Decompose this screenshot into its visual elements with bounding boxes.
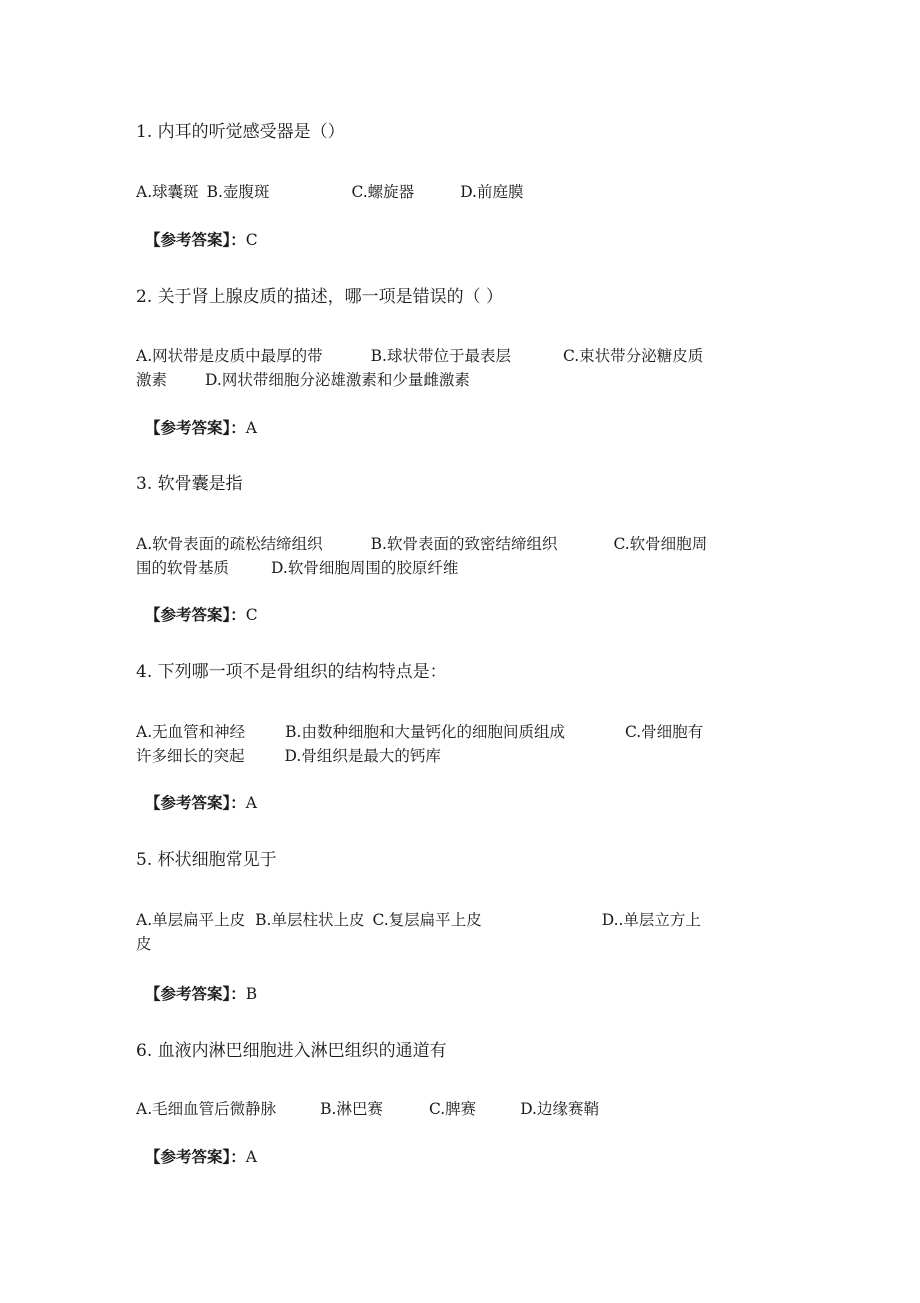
option-a: A.无血管和神经 bbox=[136, 723, 246, 741]
question-2-answer bbox=[145, 416, 257, 440]
question-5-answer bbox=[145, 982, 257, 1006]
answer-label: 【参考答案】： bbox=[145, 984, 246, 1003]
option-b: B.由数种细胞和大量钙化的细胞间质组成 bbox=[285, 723, 565, 741]
question-4-answer bbox=[145, 791, 257, 815]
option-b: B.单层柱状上皮 bbox=[255, 911, 365, 929]
option-line bbox=[136, 344, 756, 368]
option-c: C.螺旋器 bbox=[351, 183, 415, 201]
option-b: B.淋巴赛 bbox=[320, 1100, 383, 1118]
question-3-answer bbox=[145, 603, 258, 627]
question-6-stem: 6. 血液内淋巴细胞进入淋巴组织的通道有 bbox=[136, 1041, 447, 1061]
answer-value: C bbox=[245, 231, 258, 249]
answer-label: 【参考答案】： bbox=[145, 230, 246, 249]
option-c: C.骨细胞有 bbox=[624, 723, 704, 741]
option-d: D.网状带细胞分泌雄激素和少量雌激素 bbox=[205, 371, 470, 389]
option-c-cont: 激素 bbox=[136, 371, 168, 389]
answer-label: 【参考答案】： bbox=[145, 1147, 246, 1166]
option-d: D.骨组织是最大的钙库 bbox=[284, 747, 441, 765]
option-a: A.网状带是皮质中最厚的带 bbox=[136, 347, 323, 365]
option-line bbox=[136, 1097, 756, 1121]
question-4-stem: 4. 下列哪一项不是骨组织的结构特点是： bbox=[136, 662, 447, 682]
question-6-answer bbox=[145, 1145, 257, 1169]
option-line bbox=[136, 932, 756, 956]
answer-value: C bbox=[245, 606, 258, 624]
answer-value: B bbox=[245, 985, 258, 1003]
option-c: C.复层扁平上皮 bbox=[372, 911, 482, 929]
answer-value: A bbox=[245, 794, 257, 812]
option-c-cont: 许多细长的突起 bbox=[136, 747, 245, 765]
question-4-options bbox=[136, 720, 756, 768]
option-b: B.球状带位于最表层 bbox=[370, 347, 511, 365]
question-2-stem: 2. 关于肾上腺皮质的描述，哪一项是错误的（ ） bbox=[136, 287, 504, 307]
option-line bbox=[136, 180, 756, 204]
option-line bbox=[136, 908, 756, 932]
question-2-options bbox=[136, 344, 756, 392]
answer-label: 【参考答案】： bbox=[145, 605, 246, 624]
question-3-stem: 3. 软骨囊是指 bbox=[136, 474, 243, 494]
answer-value: A bbox=[245, 419, 257, 437]
question-6-options bbox=[136, 1097, 756, 1121]
option-line bbox=[136, 744, 756, 768]
option-c: C.软骨细胞周 bbox=[613, 535, 708, 553]
answer-value: A bbox=[245, 1148, 257, 1166]
option-a: A.单层扁平上皮 bbox=[136, 911, 246, 929]
option-line bbox=[136, 720, 756, 744]
option-b: B.壶腹斑 bbox=[206, 183, 270, 201]
option-b: B.软骨表面的致密结缔组织 bbox=[370, 535, 558, 553]
option-line bbox=[136, 368, 756, 392]
question-5-stem: 5. 杯状细胞常见于 bbox=[136, 850, 277, 870]
option-a: A.毛细血管后微静脉 bbox=[136, 1100, 277, 1118]
question-1-answer bbox=[145, 228, 258, 252]
question-3-options bbox=[136, 532, 756, 580]
option-d: D.边缘赛鞘 bbox=[520, 1100, 599, 1118]
option-c-cont: 围的软骨基质 bbox=[136, 559, 230, 577]
option-d: D.前庭膜 bbox=[460, 183, 524, 201]
option-c: C.束状带分泌糖皮质 bbox=[562, 347, 704, 365]
option-line bbox=[136, 556, 756, 580]
answer-label: 【参考答案】： bbox=[145, 418, 246, 437]
option-d-cont: 皮 bbox=[136, 935, 152, 953]
option-d: D.软骨细胞周围的胶原纤维 bbox=[271, 559, 459, 577]
option-a: A.球囊斑 bbox=[136, 183, 199, 201]
answer-label: 【参考答案】： bbox=[145, 793, 246, 812]
option-d: D..单层立方上 bbox=[601, 911, 701, 929]
option-a: A.软骨表面的疏松结缔组织 bbox=[136, 535, 323, 553]
question-1-stem: 1. 内耳的听觉感受器是（） bbox=[136, 122, 345, 142]
option-c: C.脾赛 bbox=[428, 1100, 477, 1118]
question-1-options bbox=[136, 180, 756, 204]
option-line bbox=[136, 532, 756, 556]
question-5-options bbox=[136, 908, 756, 956]
